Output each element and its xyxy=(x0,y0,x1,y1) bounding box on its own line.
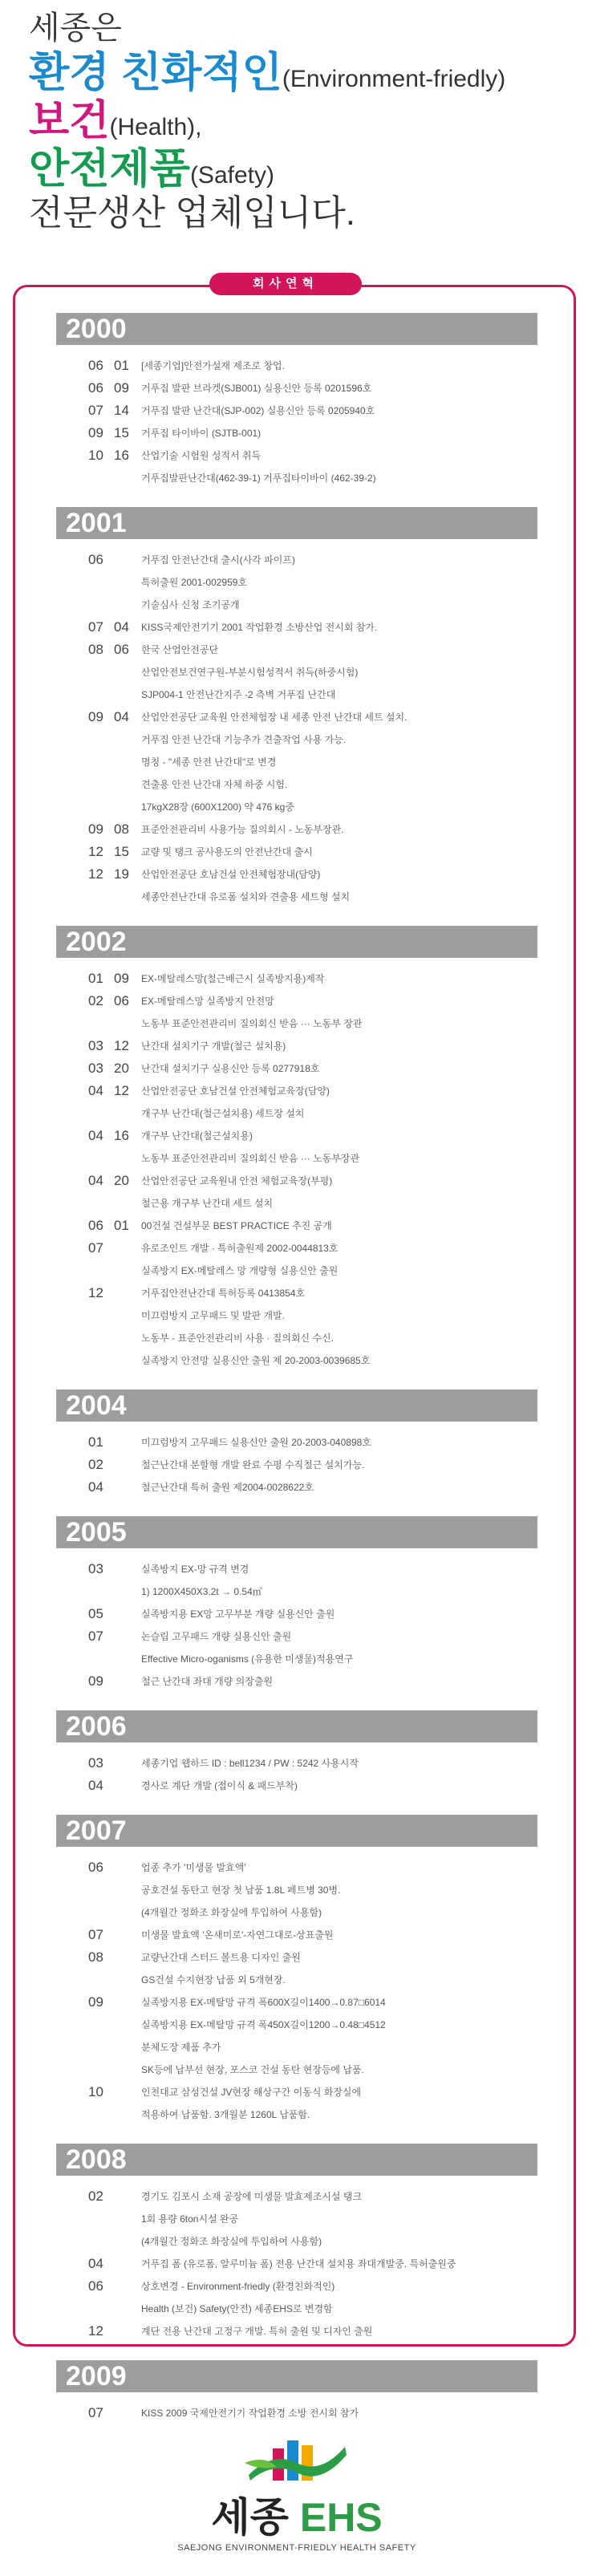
event-row xyxy=(56,2253,537,2275)
year-events xyxy=(56,355,537,489)
event-month: 03 xyxy=(88,1561,103,1576)
event-text: SJP004-1 안전난간지주 -2 측벽 거푸집 난간대 xyxy=(141,689,336,700)
event-month: 09 xyxy=(88,821,103,837)
event-text: 난간대 설치기구 실용신안 등록 0277918호 xyxy=(141,1063,320,1074)
event-row xyxy=(56,1454,537,1476)
event-month: 03 xyxy=(88,1755,103,1771)
event-text: 미생물 발효액 '온새미로'-자연그대로-상표출원 xyxy=(141,1929,334,1941)
event-row xyxy=(56,2230,537,2253)
event-row xyxy=(56,818,537,841)
event-text: (4개월간 정화조 화장실에 투입하여 사용함) xyxy=(141,2236,322,2247)
event-row xyxy=(56,594,537,616)
slogan-line-3 xyxy=(29,98,574,146)
event-row xyxy=(56,1991,537,2014)
event-day: 09 xyxy=(114,971,129,986)
event-month: 04 xyxy=(88,1083,103,1098)
event-day: 12 xyxy=(114,1038,129,1053)
event-text: 교량난간대 스터드 볼트용 디자인 출원 xyxy=(141,1952,301,1963)
event-day: 15 xyxy=(114,844,129,859)
event-row xyxy=(56,377,537,400)
event-row xyxy=(56,1580,537,1603)
event-row xyxy=(56,1901,537,1924)
event-month: 12 xyxy=(88,2323,103,2339)
event-row xyxy=(56,549,537,571)
event-month: 12 xyxy=(88,844,103,859)
event-text: 거푸집 안전 난간대 기능추가 견출작업 사용 가능. xyxy=(141,734,347,745)
event-text: 논슬립 고무패드 개량 실용신안 출원 xyxy=(141,1631,292,1642)
event-text: 난간대 설치기구 개발(철근 설치용) xyxy=(141,1041,286,1052)
event-day: 04 xyxy=(114,619,129,635)
event-row xyxy=(56,1192,537,1215)
event-month: 06 xyxy=(88,2278,103,2294)
event-day: 04 xyxy=(114,709,129,724)
event-text: 상호변경 - Environment-friedly (환경친화적인) xyxy=(141,2281,335,2292)
event-row xyxy=(56,1775,537,1797)
event-day: 19 xyxy=(114,866,129,882)
event-text: 1) 1200X450X3.2t → 0.54㎡ xyxy=(141,1586,262,1597)
event-text: 개구부 난간대(철근설치용) xyxy=(141,1130,253,1142)
year-header: 2001 xyxy=(56,507,537,539)
event-month: 07 xyxy=(88,1629,103,1644)
slogan-line-4 xyxy=(29,146,574,194)
event-text: 1회 용량 6ton시설 완공 xyxy=(141,2213,239,2225)
event-text: 실족방지용 EX-메탈망 규격 폭600X길이1400→0.87□6014 xyxy=(141,1997,386,2008)
event-row xyxy=(56,2014,537,2036)
event-row xyxy=(56,2298,537,2320)
event-row xyxy=(56,571,537,594)
event-text: 산업안전공단 호남건설 안전체험교육장(담양) xyxy=(141,1085,330,1097)
event-row xyxy=(56,1012,537,1035)
event-row xyxy=(56,616,537,639)
event-text: 산업안전공단 호남건설 안전체험장내(담양) xyxy=(141,869,321,880)
event-row xyxy=(56,1237,537,1260)
company-logo xyxy=(168,2431,425,2567)
history-timeline xyxy=(56,313,537,2424)
event-text: KISS국제안전기기 2001 작업환경 소방산업 전시회 참가. xyxy=(141,622,378,633)
event-row xyxy=(56,2185,537,2208)
event-text: EX-메탈레스망(철근배근시 실족방지용)제작 xyxy=(141,973,325,984)
event-month: 10 xyxy=(88,448,103,463)
event-text: 경사로 계단 개발 (접이식 & 패드부착) xyxy=(141,1780,298,1791)
event-month: 02 xyxy=(88,993,103,1008)
event-text: 표준안전관리비 사용가능 질의회시 - 노동부장관. xyxy=(141,824,344,835)
event-month: 08 xyxy=(88,642,103,657)
event-text: 명칭 - "세종 안전 난간대"로 변경 xyxy=(141,757,277,768)
year-events xyxy=(56,968,537,1372)
year-events xyxy=(56,549,537,908)
event-text: 거푸집 발판 브라켓(SJB001) 실용신안 등록 0201596호 xyxy=(141,383,372,394)
event-text: KISS 2009 국제안전기기 작업환경 소방 전시회 참가 xyxy=(141,2408,359,2419)
event-text: 계단 전용 난간대 고정구 개발. 특허 출원 및 디자인 출원 xyxy=(141,2326,373,2337)
event-row xyxy=(56,1752,537,1775)
event-row xyxy=(56,355,537,377)
event-day: 09 xyxy=(114,380,129,396)
event-row xyxy=(56,1035,537,1057)
event-text: 거푸집 타이바이 (SJTB-001) xyxy=(141,428,262,439)
year-header: 2008 xyxy=(56,2144,537,2176)
event-row xyxy=(56,2036,537,2059)
event-text: 세종안전난간대 유로폼 설치와 견출용 세트형 설치 xyxy=(141,891,351,903)
event-row xyxy=(56,1603,537,1625)
event-day: 20 xyxy=(114,1061,129,1076)
logo-wordmark xyxy=(168,2495,425,2540)
event-day: 16 xyxy=(114,1128,129,1143)
event-text: 철근난간대 특허 출원 제2004-0028622호 xyxy=(141,1482,314,1493)
event-text: EX-메탈레스망 실족방지 안전망 xyxy=(141,996,274,1007)
event-row xyxy=(56,1879,537,1901)
event-row xyxy=(56,796,537,818)
event-month: 04 xyxy=(88,1173,103,1188)
event-month: 06 xyxy=(88,1218,103,1233)
event-month: 05 xyxy=(88,1606,103,1621)
event-row xyxy=(56,863,537,886)
logo-name: 세종 xyxy=(211,2495,289,2540)
event-row xyxy=(56,2208,537,2230)
event-month: 02 xyxy=(88,1457,103,1472)
event-text: 산업안전공단 교육원내 안전 체험교육장(부평) xyxy=(141,1175,333,1187)
event-month: 09 xyxy=(88,1673,103,1689)
event-row xyxy=(56,1670,537,1693)
event-month: 10 xyxy=(88,2084,103,2099)
event-row xyxy=(56,1856,537,1879)
event-text: 산업안전보건연구원-부분시험성적서 취득(하중시험) xyxy=(141,667,359,678)
event-month: 09 xyxy=(88,425,103,440)
event-day: 01 xyxy=(114,358,129,373)
event-row xyxy=(56,1924,537,1946)
event-text: 기술심사 신청 조기공개 xyxy=(141,599,240,611)
event-row xyxy=(56,400,537,422)
event-month: 03 xyxy=(88,1038,103,1053)
year-events xyxy=(56,1558,537,1693)
event-month: 04 xyxy=(88,1128,103,1143)
event-day: 01 xyxy=(114,1218,129,1233)
event-text: [세종기업]안전가설재 제조로 창업. xyxy=(141,360,285,371)
event-text: 실족방지 EX-망 규격 변경 xyxy=(141,1564,249,1575)
event-text: 견출용 안전 난간대 자체 하중 시험. xyxy=(141,779,288,790)
event-row xyxy=(56,661,537,684)
event-row xyxy=(56,1558,537,1580)
year-header: 2005 xyxy=(56,1516,537,1548)
year-header: 2004 xyxy=(56,1389,537,1422)
event-text: 공호건설 동탄고 현장 첫 납품 1.8L 페트병 30병. xyxy=(141,1884,341,1896)
event-month: 09 xyxy=(88,709,103,724)
event-month: 09 xyxy=(88,1994,103,2010)
event-row xyxy=(56,2320,537,2343)
event-row xyxy=(56,728,537,751)
logo-tagline: SAEJONG ENVIRONMENT-FRIEDLY HEALTH SAFETY xyxy=(177,2543,416,2553)
event-month: 07 xyxy=(88,1240,103,1256)
event-row xyxy=(56,1282,537,1304)
event-month: 07 xyxy=(88,403,103,418)
event-text: 철근 난간대 좌대 개량 의장출원 xyxy=(141,1676,274,1687)
event-text: 실족방지용 EX망 고무부분 개량 실용신안 출원 xyxy=(141,1608,335,1620)
event-row xyxy=(56,2402,537,2424)
slogan-safety-en: (Safety) xyxy=(189,161,274,189)
event-text: 노동부 표준안전관리비 질의회신 받음 ··· 노동부 장관 xyxy=(141,1018,363,1029)
event-text: 철근용 개구부 난간대 세트 설치 xyxy=(141,1198,274,1209)
event-row xyxy=(56,1080,537,1102)
event-text: 인천대교 삼성건설 JV현장 해상구간 이동식 화장실에 xyxy=(141,2087,362,2098)
event-row xyxy=(56,2081,537,2103)
event-row xyxy=(56,1327,537,1349)
event-row xyxy=(56,1969,537,1991)
event-row xyxy=(56,1057,537,1080)
year-events xyxy=(56,1431,537,1499)
event-row xyxy=(56,841,537,863)
event-text: 철근난간대 분할형 개발 완료 수평 수직철근 설치가능. xyxy=(141,1459,365,1471)
event-month: 04 xyxy=(88,1778,103,1793)
event-row xyxy=(56,1147,537,1170)
event-row xyxy=(56,444,537,467)
event-month: 06 xyxy=(88,1860,103,1875)
slogan-health: 보건 xyxy=(29,97,110,144)
event-row xyxy=(56,467,537,489)
event-row xyxy=(56,751,537,773)
event-text: 교량 및 탱크 공사용도의 안전난간대 출시 xyxy=(141,846,313,858)
event-text: 노동부 - 표준안전관리비 사용 · 질의회신 수신. xyxy=(141,1333,334,1344)
year-header: 2009 xyxy=(56,2360,537,2392)
event-month: 06 xyxy=(88,552,103,567)
event-row xyxy=(56,1215,537,1237)
event-day: 16 xyxy=(114,448,129,463)
slogan-environment: 환경 친화적인 xyxy=(29,50,282,96)
slogan-line-5: 전문생산 업체입니다. xyxy=(29,193,355,233)
event-day: 15 xyxy=(114,425,129,440)
year-events xyxy=(56,1752,537,1797)
event-text: 특허출원 2001-002959호 xyxy=(141,577,248,588)
event-month: 06 xyxy=(88,380,103,396)
year-events xyxy=(56,2185,537,2343)
event-row xyxy=(56,1102,537,1125)
event-row xyxy=(56,1304,537,1327)
event-month: 04 xyxy=(88,2256,103,2271)
event-row xyxy=(56,1625,537,1648)
event-row xyxy=(56,2275,537,2298)
event-row xyxy=(56,684,537,706)
event-text: 17kgX28장 (600X1200) 약 476 kg중 xyxy=(141,801,294,813)
event-month: 01 xyxy=(88,971,103,986)
slogan-health-en: (Health), xyxy=(109,113,202,140)
event-row xyxy=(56,706,537,728)
year-header: 2007 xyxy=(56,1815,537,1847)
event-text: 거푸집안전난간대 특허등록 0413854호 xyxy=(141,1288,306,1299)
event-text: 실족방지 안전망 실용신안 출원 제 20-2003-0039685호 xyxy=(141,1355,371,1366)
event-text: 개구부 난간대(철근설치용) 세트장 설치 xyxy=(141,1108,305,1119)
logo-ehs: EHS xyxy=(299,2495,383,2540)
event-text: 거푸집 안전난간대 출시(사각 파이프) xyxy=(141,554,295,566)
event-text: (4개월간 정화조 화장실에 투입하여 사용함) xyxy=(141,1907,322,1918)
event-row xyxy=(56,422,537,444)
event-row xyxy=(56,639,537,661)
event-text: 산업기술 시험원 성적서 취득 xyxy=(141,450,262,461)
event-text: 거푸집 폼 (유로폼, 알루미늄 폼) 전용 난간대 설치용 좌대개발중. 특허출원중 xyxy=(141,2258,456,2270)
event-month: 07 xyxy=(88,2405,103,2420)
slogan-line-2 xyxy=(29,50,574,98)
event-month: 08 xyxy=(88,1949,103,1965)
event-month: 06 xyxy=(88,358,103,373)
year-header: 2002 xyxy=(56,926,537,958)
event-month: 03 xyxy=(88,1061,103,1076)
event-month: 07 xyxy=(88,619,103,635)
event-row xyxy=(56,968,537,990)
slogan-environment-en: (Environment-friedly) xyxy=(282,66,506,92)
event-text: SK등에 납부선 현장, 포스코 건설 동탄 현장등에 납품. xyxy=(141,2064,364,2075)
event-row xyxy=(56,1946,537,1969)
event-text: 00건설 건설부문 BEST PRACTICE 추진 공개 xyxy=(141,1220,332,1231)
year-events xyxy=(56,1856,537,2126)
event-row xyxy=(56,1648,537,1670)
event-day: 12 xyxy=(114,1083,129,1098)
event-text: Effective Micro-oganisms (유용한 미생물)적용연구 xyxy=(141,1653,354,1665)
event-day: 06 xyxy=(114,993,129,1008)
event-text: 분체도장 제품 추가 xyxy=(141,2042,221,2053)
event-row xyxy=(56,1170,537,1192)
hero-slogan xyxy=(29,10,574,234)
event-text: 한국 산업안전공단 xyxy=(141,644,219,655)
event-text: 세종기업 웹하드 ID : bell1234 / PW : 5242 사용시작 xyxy=(141,1758,359,1769)
event-row xyxy=(56,1431,537,1454)
event-row xyxy=(56,2103,537,2126)
event-text: 미끄럼방지 고무패드 실용신안 출원 20-2003-040898호 xyxy=(141,1437,371,1448)
event-month: 04 xyxy=(88,1479,103,1495)
event-text: 유로조인트 개발 · 특허출원제 2002-0044813호 xyxy=(141,1243,339,1254)
event-day: 06 xyxy=(114,642,129,657)
event-text: 경기도 김포시 소재 공장에 미생물 발효제조시설 탱크 xyxy=(141,2191,363,2202)
event-row xyxy=(56,1125,537,1147)
leaf-logo-icon xyxy=(241,2431,353,2487)
event-text: 노동부 표준안전관리비 질의회신 받음 ··· 노동부장관 xyxy=(141,1153,360,1164)
year-header: 2006 xyxy=(56,1710,537,1742)
event-month: 07 xyxy=(88,1927,103,1942)
event-row xyxy=(56,1476,537,1499)
event-row xyxy=(56,886,537,908)
event-text: GS건설 수지현장 납품 외 5개현장. xyxy=(141,1974,286,1986)
event-text: 적용하여 납품함. 3개월분 1260L 납품함. xyxy=(141,2109,310,2120)
event-row xyxy=(56,990,537,1012)
event-text: 거푸집 발판 난간대(SJP-002) 실용신안 등록 0205940호 xyxy=(141,405,375,416)
event-month: 12 xyxy=(88,866,103,882)
history-title-badge: 회사연혁 xyxy=(209,273,362,295)
event-day: 14 xyxy=(114,403,129,418)
event-month: 02 xyxy=(88,2189,103,2204)
event-text: 산업안전공단 교육원 안전체험장 내 세종 안전 난간대 세트 설치. xyxy=(141,712,408,723)
slogan-safety: 안전제품 xyxy=(29,145,190,193)
event-text: 미끄럼방지 고무패드 및 발판 개발. xyxy=(141,1310,285,1321)
event-row xyxy=(56,2059,537,2081)
event-row xyxy=(56,773,537,796)
year-events xyxy=(56,2402,537,2424)
event-month: 12 xyxy=(88,1285,103,1300)
event-text: 거푸집발판난간대(462-39-1) 거푸집타이바이 (462-39-2) xyxy=(141,473,376,484)
event-text: 실족방지 EX-메탈레스 망 개량형 실용신안 출원 xyxy=(141,1265,339,1276)
year-header: 2000 xyxy=(56,313,537,345)
event-text: 실족방지용 EX-메탈망 규격 폭450X길이1200→0.48□4512 xyxy=(141,2019,386,2030)
event-row xyxy=(56,1260,537,1282)
event-day: 20 xyxy=(114,1173,129,1188)
event-text: Health (보건) Safety(안전) 세종EHS로 변경함 xyxy=(141,2303,333,2314)
event-day: 08 xyxy=(114,821,129,837)
event-text: 업종 추가 '미생물 발효액' xyxy=(141,1862,246,1873)
event-month: 01 xyxy=(88,1434,103,1450)
event-row xyxy=(56,1349,537,1372)
slogan-line-1: 세종은 xyxy=(29,10,122,46)
